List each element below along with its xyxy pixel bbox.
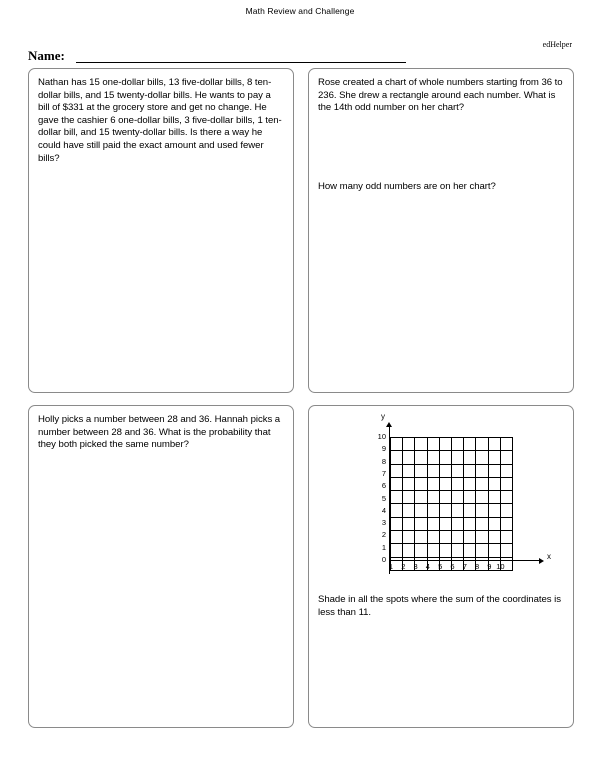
coordinate-plane xyxy=(361,412,551,571)
question-2-text: Rose created a chart of whole numbers starting from 36 to 236. She drew a rectangle around each number. What is the 14th odd number on her chart? xyxy=(318,77,566,114)
y-tick-3: 3 xyxy=(381,518,386,528)
y-tick-0: 0 xyxy=(381,555,386,564)
name-field-row xyxy=(28,48,378,68)
question-4-text: Shade in all the spots where the sum of the coordinates is less than 11. xyxy=(318,594,564,618)
y-tick-6: 6 xyxy=(381,481,386,491)
y-tick-9: 9 xyxy=(381,444,386,454)
x-tick-7: 7 xyxy=(462,562,467,571)
page-title: Math Review and Challenge xyxy=(245,6,355,16)
question-box-3 xyxy=(28,405,294,728)
y-tick-4: 4 xyxy=(381,505,386,515)
question-box-2 xyxy=(308,68,574,393)
answer-space-2a xyxy=(309,115,573,181)
coordinate-plane-figure xyxy=(309,406,574,586)
x-tick-1: 1 xyxy=(388,562,394,571)
name-label: Name: xyxy=(28,48,65,63)
y-tick-2: 2 xyxy=(381,530,386,540)
x-tick-10: 10 xyxy=(496,562,505,571)
question-box-1 xyxy=(28,68,294,393)
x-tick-3: 3 xyxy=(413,562,418,571)
y-axis-label: y xyxy=(381,412,385,421)
y-axis-arrow-icon xyxy=(386,422,392,427)
name-input-line[interactable] xyxy=(76,62,406,63)
plot-gridlines[interactable] xyxy=(390,437,513,560)
y-tick-5: 5 xyxy=(381,493,386,503)
x-tick-2: 2 xyxy=(401,562,406,571)
brand-logo: edHelper xyxy=(542,40,572,49)
question-box-4 xyxy=(308,405,574,728)
y-tick-1: 1 xyxy=(381,542,386,552)
question-1-text: Nathan has 15 one-dollar bills, 13 five-dollar bills, 8 ten-dollar bills, and 15 twenty-dollar bills. He wants to pay a bill of $331 at the grocery store and get no change. He gave the cashier 6 one-dollar bills, 3 five-dollar bills, 1 ten-dollar bill, and 15 twenty-dollar bills. Is there a way he could have still paid the exact amount and used fewer bills? xyxy=(38,77,282,164)
y-axis-ticks xyxy=(361,426,386,566)
question-3-text: Holly picks a number between 28 and 36. Hannah picks a number between 28 and 36. What is the probability that they both picked the same number? xyxy=(38,414,283,451)
y-tick-7: 7 xyxy=(381,468,386,478)
question-2-text-part2: How many odd numbers are on her chart? xyxy=(318,180,496,192)
y-tick-8: 8 xyxy=(381,456,386,466)
x-axis-label: x xyxy=(547,552,551,561)
x-tick-9: 9 xyxy=(487,562,492,571)
x-tick-5: 5 xyxy=(438,562,443,571)
x-tick-6: 6 xyxy=(450,562,455,571)
x-tick-4: 4 xyxy=(425,562,430,571)
x-axis-ticks xyxy=(387,563,547,575)
questions-grid xyxy=(28,68,574,728)
x-tick-8: 8 xyxy=(475,562,480,571)
y-tick-10: 10 xyxy=(377,432,386,441)
